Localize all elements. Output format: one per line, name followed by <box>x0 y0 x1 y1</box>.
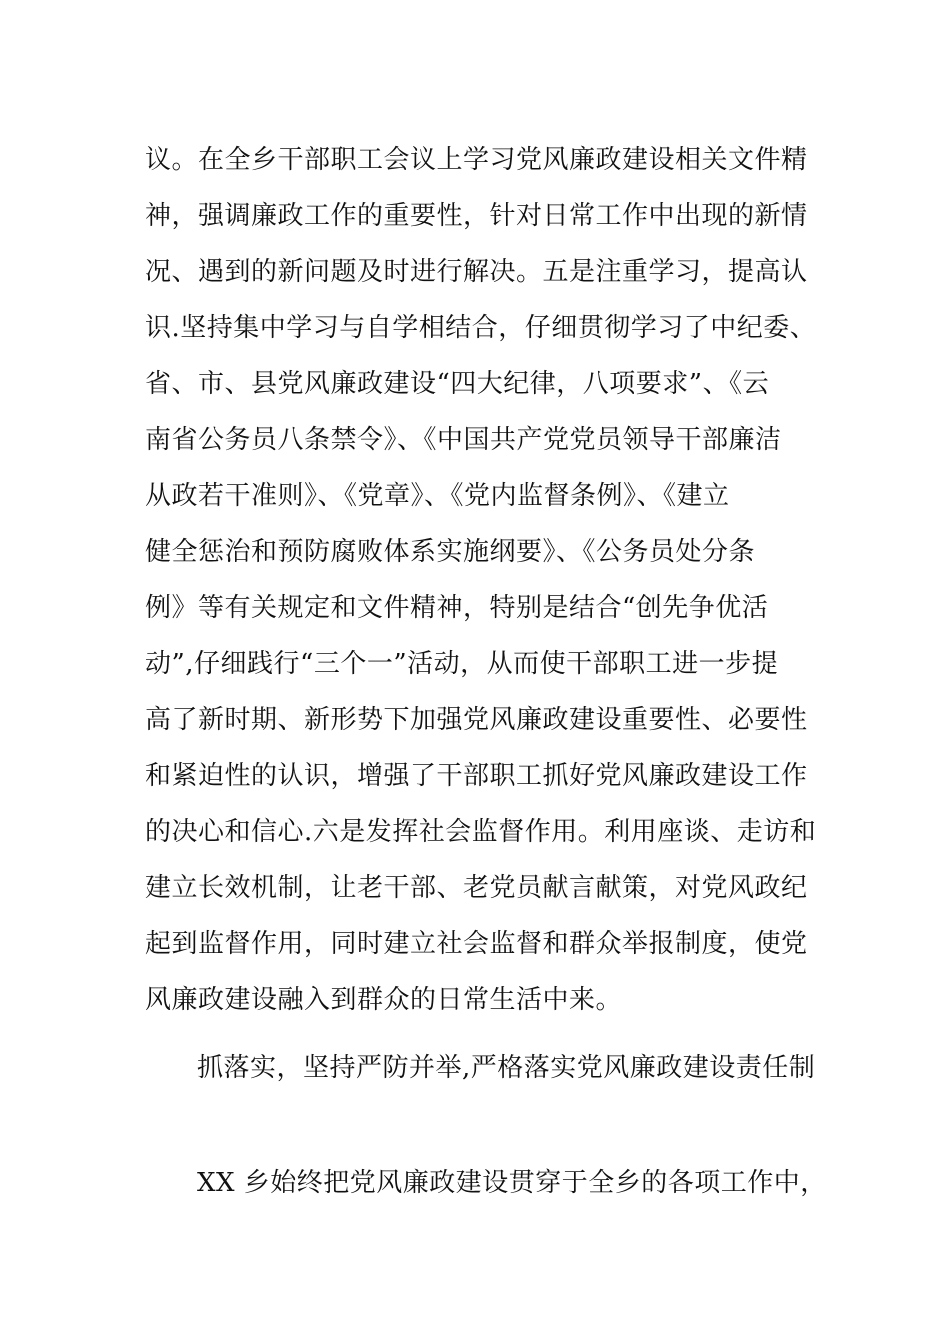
paragraph-line: 况、遇到的新问题及时进行解决。五是注重学习，提高认 <box>145 257 808 287</box>
paragraph-line: 南省公务员八条禁令》、《中国共产党党员领导干部廉洁 <box>145 425 782 455</box>
paragraph-line: XX 乡始终把党风廉政建设贯穿于全乡的各项工作中， <box>197 1168 827 1198</box>
paragraph-line: 议。在全乡干部职工会议上学习党风廉政建设相关文件精 <box>145 145 808 175</box>
paragraph-line: 建立长效机制，让老干部、老党员献言献策，对党风政纪 <box>145 873 808 903</box>
paragraph-line: 起到监督作用，同时建立社会监督和群众举报制度，使党 <box>145 929 808 959</box>
paragraph-line: 风廉政建设融入到群众的日常生活中来。 <box>145 985 623 1015</box>
paragraph-line: 动”,仔细践行“三个一”活动，从而使干部职工进一步提 <box>145 649 779 679</box>
paragraph-line: 例》等有关规定和文件精神，特别是结合“创先争优活 <box>145 593 769 623</box>
paragraph-line: 省、市、县党风廉政建设“四大纪律，八项要求”、《云 <box>145 369 770 399</box>
paragraph-line: 高了新时期、新形势下加强党风廉政建设重要性、必要性 <box>145 705 808 735</box>
section-heading: 抓落实，坚持严防并举,严格落实党风廉政建设责任制 <box>197 1053 816 1083</box>
paragraph-body <box>145 132 815 1028</box>
paragraph-line: 从政若干准则》、《党章》、《党内监督条例》、《建立 <box>145 481 730 511</box>
paragraph-line: 识.坚持集中学习与自学相结合，仔细贯彻学习了中纪委、 <box>145 313 817 343</box>
paragraph-line: 的决心和信心.六是发挥社会监督作用。利用座谈、走访和 <box>145 817 817 847</box>
paragraph-line: 和紧迫性的认识，增强了干部职工抓好党风廉政建设工作 <box>145 761 808 791</box>
paragraph-line: 神，强调廉政工作的重要性，针对日常工作中出现的新情 <box>145 201 808 231</box>
paragraph-line: 健全惩治和预防腐败体系实施纲要》、《公务员处分条 <box>145 537 756 567</box>
